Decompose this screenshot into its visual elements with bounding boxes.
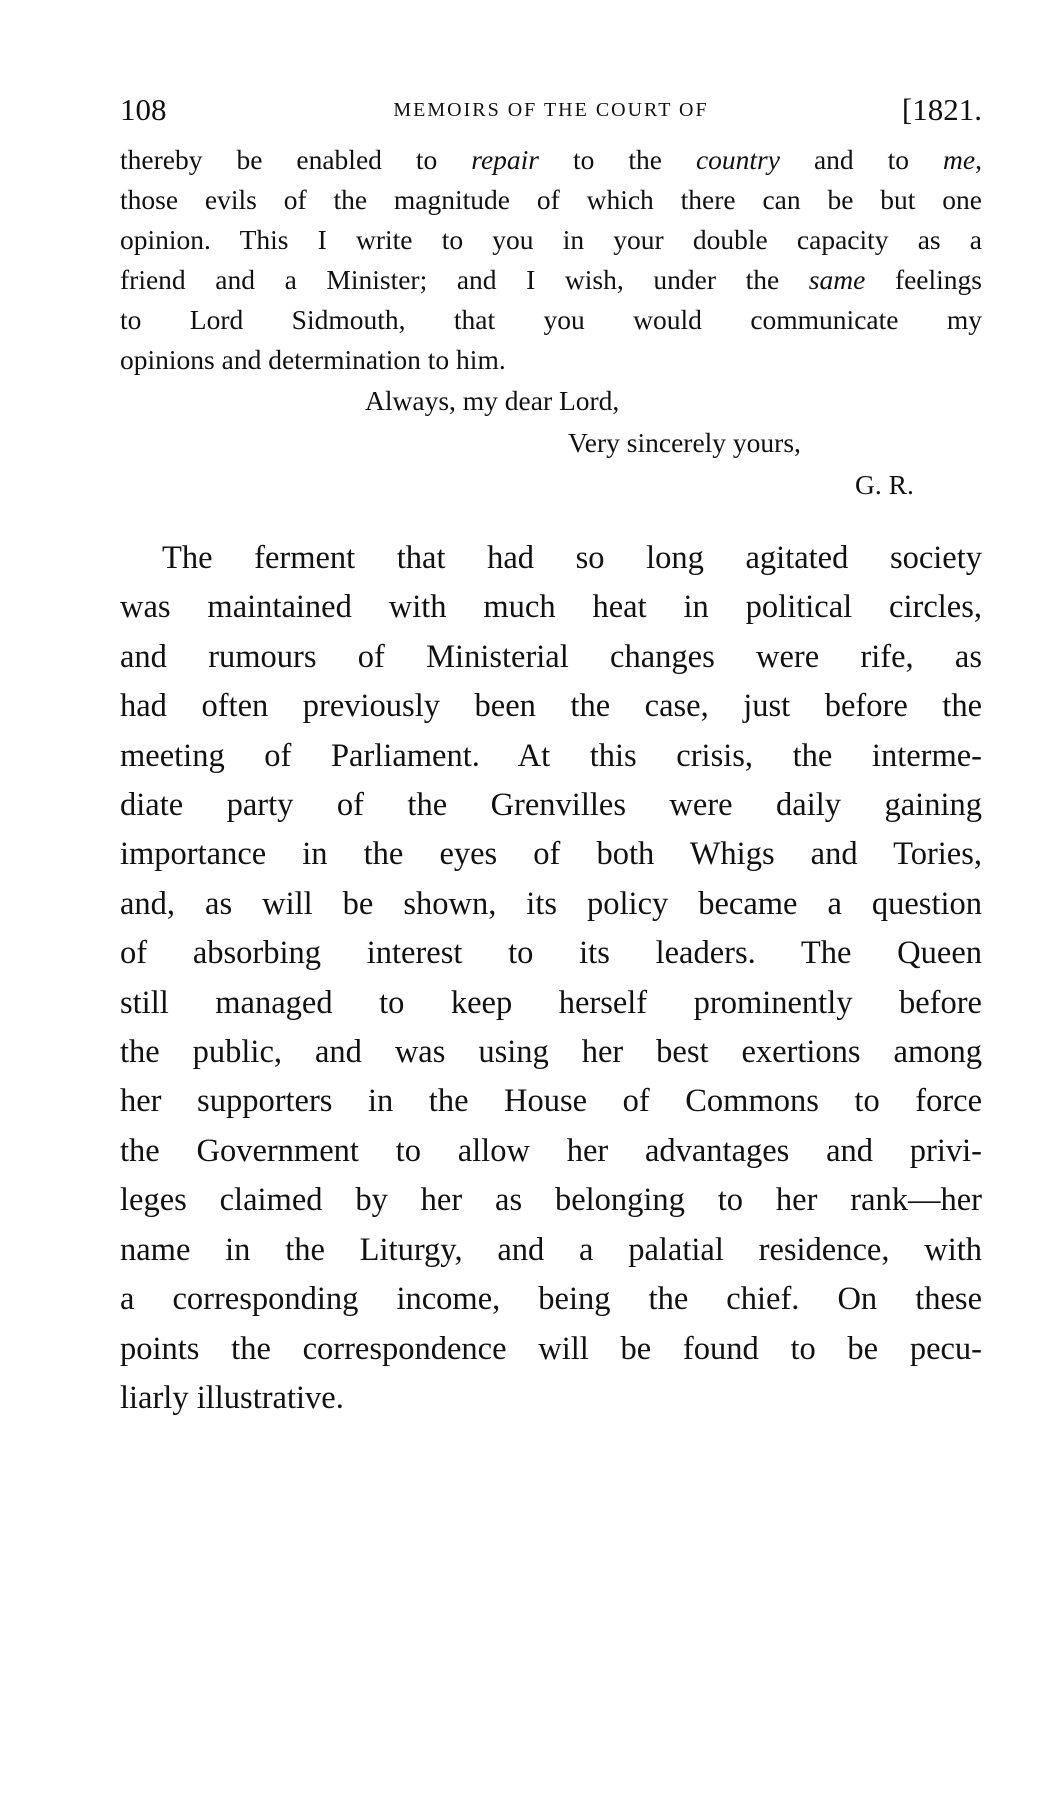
letter-line: those evils of the magnitude of which there can be but one [120, 184, 982, 215]
page-number: 108 [120, 92, 167, 127]
running-title: MEMOIRS OF THE COURT OF [393, 99, 709, 121]
letter-line: to Lord Sidmouth, that you would communicate my [120, 304, 982, 335]
paragraph-line: was maintained with much heat in political circles, [120, 589, 982, 626]
running-head [120, 88, 982, 132]
letter-text [120, 140, 982, 380]
paragraph-line: liarly illustrative. [120, 1379, 344, 1416]
narrative-paragraph [120, 534, 982, 1423]
paragraph-line: her supporters in the House of Commons to force [120, 1083, 982, 1120]
paragraph-line: and rumours of Ministerial changes were rife, as [120, 638, 982, 675]
letter-line: opinions and determination to him. [120, 344, 506, 375]
paragraph-line: had often previously been the case, just before the [120, 688, 982, 725]
letter-line: opinion. This I write to you in your double capacity as a [120, 224, 982, 255]
letter-valediction: Very sincerely yours, [568, 427, 801, 458]
letter-closing: Always, my dear Lord, [365, 385, 620, 416]
letter-line: thereby be enabled to repair to the country and to me, [120, 144, 982, 175]
letter-line: friend and a Minister; and I wish, under the same feelings [120, 264, 982, 295]
paragraph-line: name in the Liturgy, and a palatial residence, with [120, 1231, 982, 1268]
letter-signature: G. R. [855, 469, 914, 500]
paragraph-line: points the correspondence will be found to be pecu- [120, 1330, 982, 1367]
paragraph-line: the Government to allow her advantages and privi- [120, 1132, 982, 1169]
paragraph-line: importance in the eyes of both Whigs and Tories, [120, 836, 982, 873]
paragraph-line: a corresponding income, being the chief. On these [120, 1281, 982, 1318]
paragraph-line: The ferment that had so long agitated society [162, 540, 982, 576]
paragraph-line: of absorbing interest to its leaders. The Queen [120, 935, 982, 972]
paragraph-line: and, as will be shown, its policy became a question [120, 885, 982, 922]
paragraph-line: the public, and was using her best exertions among [120, 1034, 982, 1071]
paragraph-line: diate party of the Grenvilles were daily gaining [120, 787, 982, 824]
book-page [120, 88, 982, 1423]
running-year: [1821. [901, 92, 982, 127]
paragraph-line: still managed to keep herself prominently before [120, 984, 982, 1021]
paragraph-line: leges claimed by her as belonging to her rank—her [120, 1182, 982, 1219]
paragraph-line: meeting of Parliament. At this crisis, the interme- [120, 737, 982, 774]
